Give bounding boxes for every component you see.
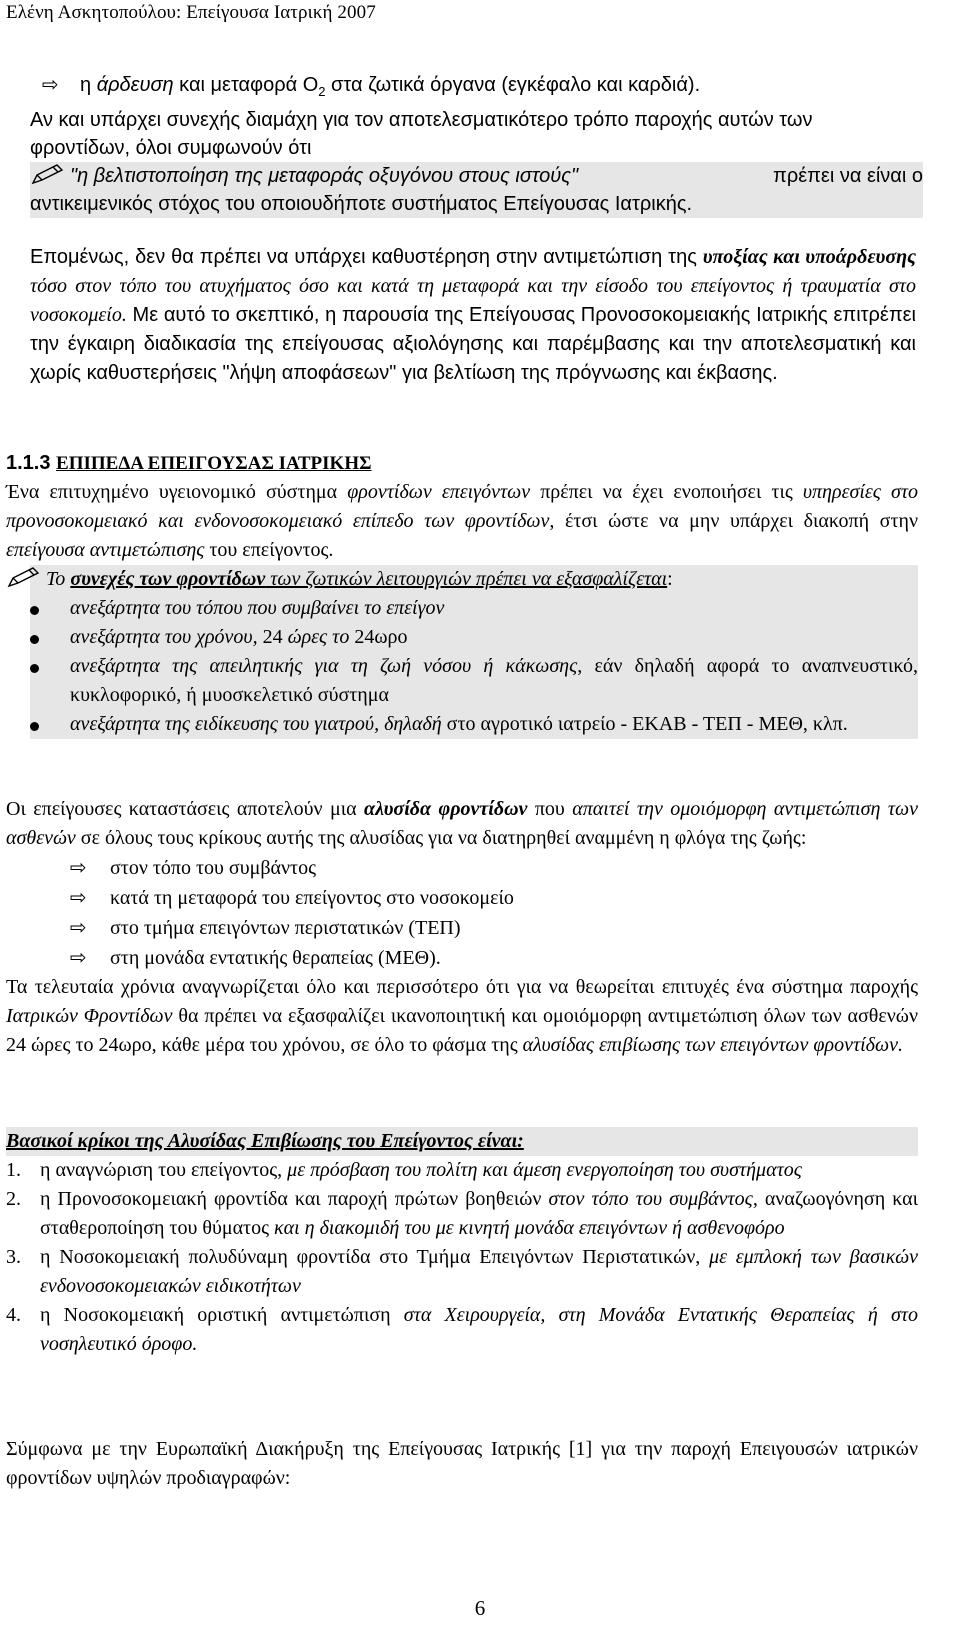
list-item: ανεξάρτητα του χρόνου, 24 ώρες το 24ωρο bbox=[6, 623, 918, 652]
pencil-icon bbox=[6, 565, 46, 589]
links-section bbox=[6, 1127, 918, 1359]
intro-line-3: φροντίδων, όλοι συμφωνούν ότι bbox=[30, 137, 312, 159]
continuity-line: Το συνεχές των φροντίδων των ζωτικών λειτουργιών πρέπει να εξασφαλίζεται: bbox=[6, 565, 918, 594]
bullet-icon bbox=[30, 722, 39, 731]
list-item: 4. η Νοσοκομειακή οριστική αντιμετώπιση στα Χειρουργεία, στη Μονάδα Εντατικής Θεραπείας ή στο νοσηλευτικό όροφο. bbox=[6, 1304, 918, 1355]
section-heading: 1.1.3 ΕΠΙΠΕΔΑ ΕΠΕΙΓΟΥΣΑΣ ΙΑΤΡΙΚΗΣ bbox=[6, 452, 372, 474]
bullet-icon bbox=[30, 664, 39, 673]
page-number: 6 bbox=[474, 1596, 486, 1620]
pencil-icon bbox=[30, 162, 70, 186]
closing-paragraph: Σύμφωνα με την Ευρωπαϊκή Διακήρυξη της Επείγουσας Ιατρικής [1] για την παροχή Επειγουσών ιατρικών φροντίδων υψηλών προδιαγραφών: bbox=[6, 1438, 918, 1489]
continuity-box bbox=[30, 565, 918, 739]
chain-arrow-item: ⇨ κατά τη μεταφορά του επείγοντος στο νοσοκομείο bbox=[6, 883, 918, 913]
list-item: ανεξάρτητα του τόπου που συμβαίνει το επείγον bbox=[6, 594, 918, 623]
list-item: 2. η Προνοσοκομειακή φροντίδα και παροχή πρώτων βοηθειών στον τόπο του συμβάντος, αναζωογόνηση και σταθεροποίηση του θύματος και η διακομιδή του με κινητή μονάδα επειγόντων ή ασθενοφόρο bbox=[6, 1188, 918, 1239]
section-paragraph: Ένα επιτυχημένο υγειονομικό σύστημα φροντίδων επειγόντων πρέπει να έχει ενοποιήσει τις υπηρεσίες στο προνοσοκομειακό και ενδονοσοκομειακό επίπεδο των φροντίδων, έτσι ώστε να μην υπάρχει διακοπή στην επείγουσα αντιμετώπισης του επείγοντος. bbox=[6, 481, 918, 561]
list-item: 1. η αναγνώριση του επείγοντος, με πρόσβαση του πολίτη και άμεση ενεργοποίηση του συστήματος bbox=[6, 1159, 802, 1181]
chain-arrow-item: ⇨ στο τμήμα επειγόντων περιστατικών (ΤΕΠ) bbox=[6, 913, 918, 943]
arrow-icon: ⇨ bbox=[70, 855, 87, 879]
list-item: ανεξάρτητα της απειλητικής για τη ζωή νόσου ή κάκωσης, εάν δηλαδή αφορά το αναπνευστικό, κυκλοφορικό, ή μυοσκελετικό σύστημα bbox=[6, 652, 918, 710]
bullet-icon bbox=[30, 606, 39, 615]
running-header: Ελένη Ασκητοπούλου: Επείγουσα Ιατρική 2007 bbox=[6, 2, 376, 23]
paragraph-consequence: Επομένως, δεν θα πρέπει να υπάρχει καθυστέρηση στην αντιμετώπιση της υποξίας και υποάρδευσης τόσο στον τόπο του ατυχήματος όσο και κατά τη μεταφορά και την είσοδο του επείγοντος ή τραυματία στο νοσοκομείο. Με αυτό το σκεπτικό, η παρουσία της Επείγουσας Προνοσοκομειακής Ιατρικής επιτρέπει την έγκαιρη διαδικασία της επείγουσας αξιολόγησης και παρέμβασης και την αποτελεσματική και χωρίς καθυστερήσεις "λήψη αποφάσεων" για βελτίωση της πρόγνωσης και έκβασης. bbox=[30, 246, 916, 384]
arrow-icon: ⇨ bbox=[70, 945, 87, 969]
intro-highlight bbox=[30, 162, 923, 218]
list-item: ανεξάρτητα της ειδίκευσης του γιατρού, δηλαδή στο αγροτικό ιατρείο - ΕΚΑΒ - ΤΕΠ - ΜΕΘ, κλπ. bbox=[6, 710, 918, 739]
intro-line-2: Αν και υπάρχει συνεχής διαμάχη για τον αποτελεσματικότερο τρόπο παροχής αυτών των bbox=[30, 109, 813, 131]
intro-line-5: αντικειμενικός στόχος του οποιουδήποτε συστήματος Επείγουσας Ιατρικής. bbox=[30, 193, 693, 215]
chain-paragraph: Οι επείγουσες καταστάσεις αποτελούν μια αλυσίδα φροντίδων που απαιτεί την ομοιόμορφη αντιμετώπιση των ασθενών σε όλους τους κρίκους αυτής της αλυσίδας για να διατηρηθεί αναμμένη η φλόγα της ζωής: ⇨ στον τόπο του συμβάντος ⇨ κατά τη μεταφορά του επείγοντος στο νοσοκομείο ⇨ στο τμήμα επειγόντων περιστατικών (ΤΕΠ) ⇨ στη μονάδα εντατικής θεραπείας (ΜΕΘ). Τα τελευταία χρόνια αναγνωρίζεται όλο και περισσότερο ότι για να θεωρείται επιτυχές ένα σύστημα παροχής Ιατρικών Φροντίδων θα πρέπει να εξασφαλίζει ικανοποιητική και ομοιόμορφη αντιμετώπιση όλων των ασθενών 24 ώρες το 24ωρο, κάθε μέρα του χρόνου, σε όλο το φάσμα της αλυσίδας επιβίωσης των επειγόντων φροντίδων. bbox=[6, 795, 918, 1060]
arrow-icon: ⇨ bbox=[70, 885, 87, 909]
intro-quote-line: "η βελτιστοποίηση της μεταφοράς οξυγόνου στους ιστούς" πρέπει να είναι ο bbox=[30, 162, 923, 190]
arrow-icon: ⇨ bbox=[70, 915, 87, 939]
chain-arrow-item: ⇨ στον τόπο του συμβάντος bbox=[6, 853, 918, 883]
chain-arrow-item: ⇨ στη μονάδα εντατικής θεραπείας (ΜΕΘ). bbox=[6, 943, 918, 973]
list-item: 3. η Νοσοκομειακή πολυδύναμη φροντίδα στο Τμήμα Επειγόντων Περιστατικών, με εμπλοκή των βασικών ενδονοσοκομειακών ειδικοτήτων bbox=[6, 1246, 918, 1297]
intro-block bbox=[6, 70, 956, 218]
recognition-paragraph: Τα τελευταία χρόνια αναγνωρίζεται όλο και περισσότερο ότι για να θεωρείται επιτυχές ένα σύστημα παροχής Ιατρικών Φροντίδων θα πρέπει να εξασφαλίζει ικανοποιητική και ομοιόμορφη αντιμετώπιση όλων των ασθενών 24 ώρες το 24ωρο, κάθε μέρα του χρόνου, σε όλο το φάσμα της αλυσίδας επιβίωσης των επειγόντων φροντίδων. bbox=[6, 976, 918, 1056]
bullet-icon bbox=[30, 635, 39, 644]
links-heading: Βασικοί κρίκοι της Αλυσίδας Επιβίωσης του Επείγοντος είναι: bbox=[6, 1127, 918, 1156]
intro-arrow-line: ⇨ η άρδευση και μεταφορά $O_2$ στα ζωτικά όργανα (εγκέφαλο και καρδιά). bbox=[42, 72, 701, 99]
arrow-icon: ⇨ bbox=[42, 72, 59, 96]
